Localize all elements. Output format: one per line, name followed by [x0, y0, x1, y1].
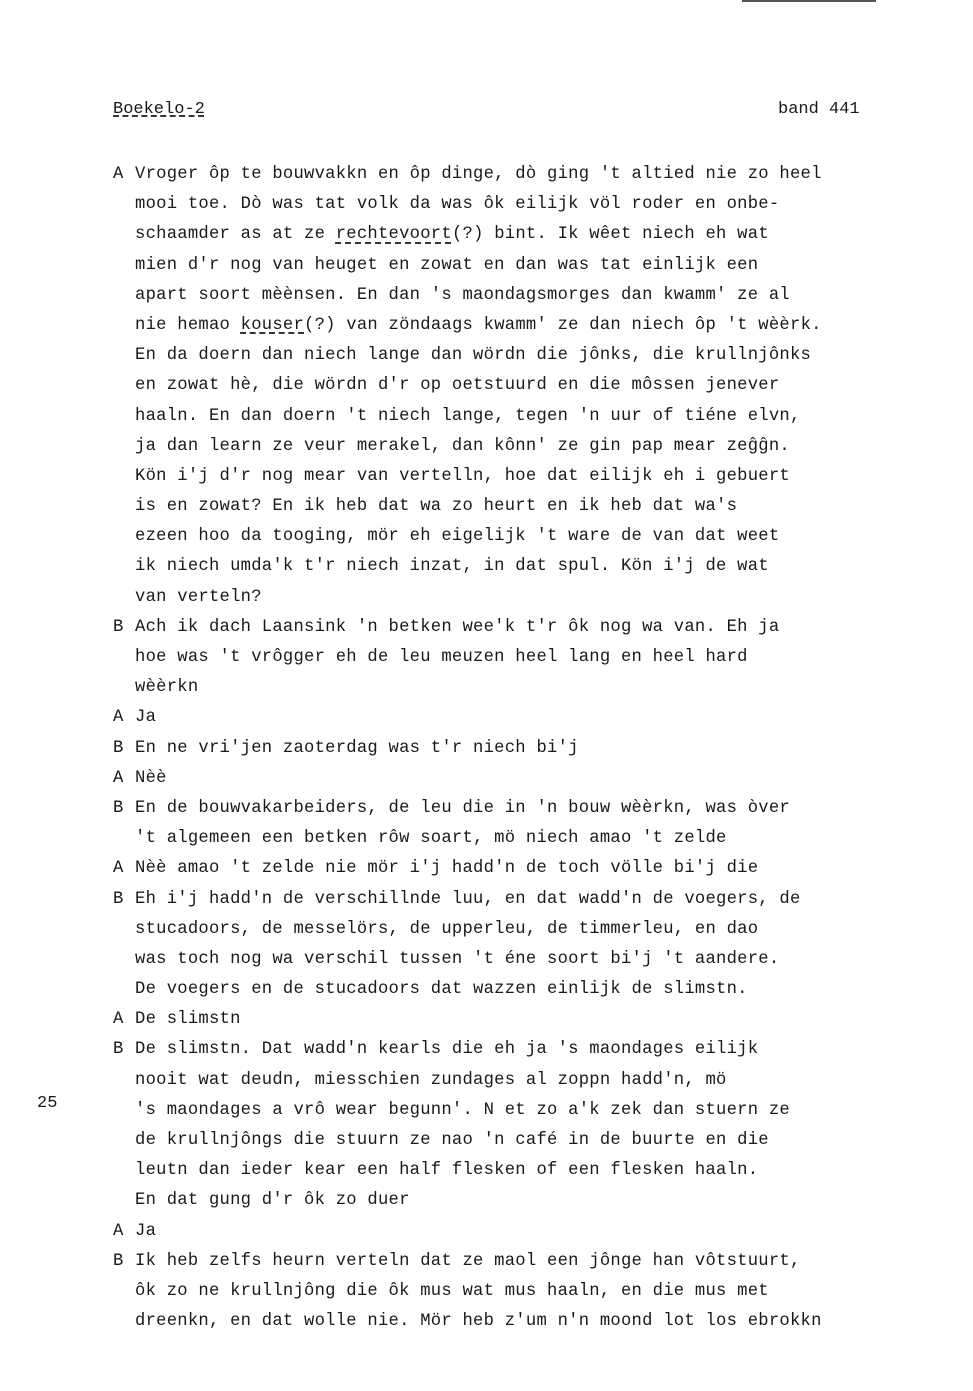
transcript-line	[113, 1005, 953, 1035]
transcript-line	[113, 643, 953, 673]
speaker-label: A	[113, 768, 124, 788]
line-text: ja dan learn ze veur merakel, dan kônn' ze gin pap mear zeĝĝn.	[135, 436, 790, 456]
transcript-line	[113, 703, 953, 733]
speaker-label: A	[113, 708, 124, 728]
top-rule	[742, 0, 876, 2]
transcript-line	[113, 1217, 953, 1247]
tape-number: band 441	[778, 100, 860, 119]
transcript-line	[113, 1096, 953, 1126]
speaker-label: B	[113, 738, 124, 758]
transcript-line	[113, 432, 953, 462]
line-text: mien d'r nog van heuget en zowat en dan was tat einlijk een	[135, 255, 759, 275]
speaker-label: A	[113, 165, 124, 184]
transcript-line	[113, 190, 953, 220]
transcript-line	[113, 371, 953, 401]
line-text: En dat gung d'r ôk zo duer	[135, 1191, 410, 1211]
line-text: is en zowat? En ik heb dat wa zo heurt en ik heb dat wa's	[135, 497, 738, 517]
uncertain-word: rechtevoort	[335, 225, 452, 245]
speaker-label: A	[113, 1221, 124, 1241]
line-text: en zowat hè, die wördn d'r op oetstuurd en die môssen jenever	[135, 376, 780, 396]
transcript-line	[113, 281, 953, 311]
line-text: Ik heb zelfs heurn verteln dat ze maol een jônge han vôtstuurt,	[135, 1251, 801, 1271]
transcript-line	[113, 220, 953, 250]
line-text: de krullnjôngs die stuurn ze nao 'n café in de buurte en die	[135, 1131, 769, 1150]
line-text: nooit wat deudn, miesschien zundages al zoppn hadd'n, mö	[135, 1070, 727, 1090]
speaker-label: B	[113, 617, 124, 637]
speaker-label: B	[113, 889, 124, 909]
line-text: Vroger ôp te bouwvakkn en ôp dinge, dò ging 't altied nie zo heel	[135, 165, 822, 184]
line-text: was toch nog wa verschil tussen 't éne soort bi'j 't aandere.	[135, 949, 780, 969]
line-text: dreenkn, en dat wolle nie. Mör heb z'um n'n moond lot los ebrokkn	[135, 1312, 822, 1332]
line-text: haaln. En dan doern 't niech lange, tegen 'n uur of tiéne elvn,	[135, 406, 801, 426]
transcript-line	[113, 462, 953, 492]
transcript-line	[113, 975, 953, 1005]
transcript-line	[113, 552, 953, 582]
line-text: En ne vri'jen zaoterdag was t'r niech bi'j	[135, 738, 579, 758]
transcript-body	[113, 160, 953, 1337]
transcript-line	[113, 824, 953, 854]
line-text: 't algemeen een betken rôw soart, mö niech amao 't zelde	[135, 829, 727, 849]
speaker-label: B	[113, 798, 124, 818]
transcript-line	[113, 251, 953, 281]
line-text: mooi toe. Dò was tat volk da was ôk eilijk völ roder en onbe-	[135, 195, 780, 215]
transcript-line	[113, 522, 953, 552]
line-text: ik niech umda'k t'r niech inzat, in dat spul. Kön i'j de wat	[135, 557, 769, 577]
document-title	[113, 100, 205, 119]
transcript-line	[113, 341, 953, 371]
transcript-line	[113, 885, 953, 915]
transcript-line	[113, 613, 953, 643]
transcript-line	[113, 915, 953, 945]
line-text: Nèè amao 't zelde nie mör i'j hadd'n de toch völle bi'j die	[135, 859, 759, 879]
line-text: wèèrkn	[135, 678, 199, 698]
speaker-label: B	[113, 1040, 124, 1060]
line-text: apart soort mèènsen. En dan 's maondagsmorges dan kwamm' ze al	[135, 285, 790, 305]
transcript-line	[113, 1126, 953, 1156]
line-text: 's maondages a vrô wear begunn'. N et zo a'k zek dan stuern ze	[135, 1100, 790, 1120]
transcript-line	[113, 1186, 953, 1216]
speaker-label: A	[113, 859, 124, 879]
line-text: Ach ik dach Laansink 'n betken wee'k t'r ôk nog wa van. Eh ja	[135, 617, 780, 637]
line-text: De voegers en de stucadoors dat wazzen einlijk de slimstn.	[135, 980, 748, 1000]
transcript-line	[113, 311, 953, 341]
transcript-line	[113, 160, 953, 190]
transcript-line	[113, 854, 953, 884]
line-number: 25	[37, 1094, 58, 1113]
transcript-line	[113, 1066, 953, 1096]
line-text: ezeen hoo da tooging, mör eh eigelijk 't ware de van dat weet	[135, 527, 780, 547]
speaker-label: A	[113, 1010, 124, 1030]
transcript-line	[113, 764, 953, 794]
line-text: stucadoors, de messelörs, de upperleu, de timmerleu, en dao	[135, 919, 759, 939]
speaker-label: B	[113, 1251, 124, 1271]
transcript-line	[113, 794, 953, 824]
transcript-line	[113, 945, 953, 975]
transcript-line	[113, 1307, 953, 1337]
line-text: Ja	[135, 708, 157, 728]
transcript-line	[113, 1247, 953, 1277]
transcript-line	[113, 734, 953, 764]
line-text: leutn dan ieder kear een half flesken of een flesken haaln.	[135, 1161, 759, 1181]
line-text: Ja	[135, 1221, 157, 1241]
line-text: Eh i'j hadd'n de verschillnde luu, en dat wadd'n de voegers, de	[135, 889, 801, 909]
line-text: van verteln?	[135, 587, 262, 607]
transcript-line	[113, 1156, 953, 1186]
transcript-line	[113, 1035, 953, 1065]
transcript-line	[113, 402, 953, 432]
line-text: De slimstn	[135, 1010, 241, 1030]
line-text: Kön i'j d'r nog mear van vertelln, hoe dat eilijk eh i gebuert	[135, 466, 790, 486]
line-text: hoe was 't vrôgger eh de leu meuzen heel lang en heel hard	[135, 648, 748, 667]
title-text: Boekelo-2	[113, 100, 205, 119]
transcript-line	[113, 583, 953, 613]
line-text: De slimstn. Dat wadd'n kearls die eh ja 's maondages eilijk	[135, 1040, 759, 1060]
line-text: En da doern dan niech lange dan wördn die jônks, die krullnjônks	[135, 346, 812, 366]
line-text: En de bouwvakarbeiders, de leu die in 'n bouw wèèrkn, was òver	[135, 798, 790, 818]
line-text: schaamder as at ze rechtevoort(?) bint. Ik wêet niech eh wat	[135, 225, 769, 245]
line-text: ôk zo ne krullnjông die ôk mus wat mus haaln, en die mus met	[135, 1281, 769, 1301]
transcript-line	[113, 673, 953, 703]
transcript-line	[113, 1277, 953, 1307]
line-text: nie hemao kouser(?) van zöndaags kwamm' ze dan niech ôp 't wèèrk.	[135, 315, 822, 335]
line-text: Nèè	[135, 768, 167, 788]
transcript-line	[113, 492, 953, 522]
uncertain-word: kouser	[240, 315, 305, 335]
